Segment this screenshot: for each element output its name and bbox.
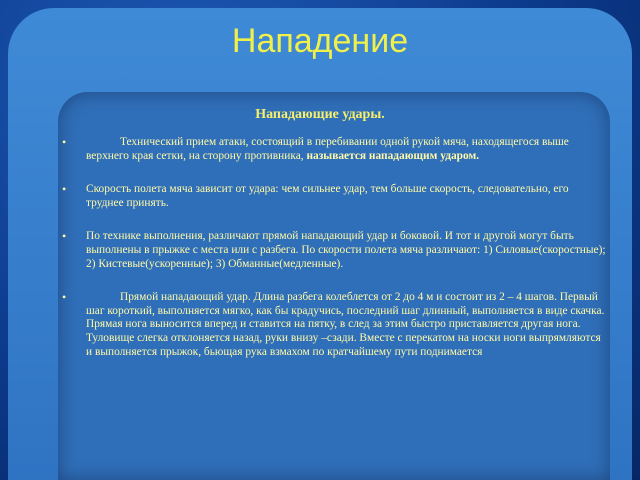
bullet-text: Технический прием атаки, состоящий в перебивании одной рукой мяча, находящегося выше верхнего края сетки, на сторону противника, <box>86 136 569 162</box>
bullet-text: Прямой нападающий удар. Длина разбега колеблется от 2 до 4 м и состоит из 2 – 4 шагов. Первый шаг короткий, выполняется мягко, как бы крадучись, последний шаг длинный, выполняется в виде скачка. Прямая нога выносится вперед и ставится на пятку, в след за этим быстро приставляется другая нога. Туловище слегка отклоняется назад, руки внизу –сзади. Вместе с перекатом на носки ноги выпрямляются и выполняется прыжок, бьющая рука взмахом по кратчайшему пути поднимается <box>86 291 605 358</box>
bullet-item-4 <box>62 290 608 359</box>
bullet-text: Скорость полета мяча зависит от удара: чем сильнее удар, тем больше скорость, следовательно, его труднее принять. <box>86 183 569 209</box>
bullet-dot-icon: • <box>62 182 67 197</box>
bullet-dot-icon: • <box>62 135 67 149</box>
bullet-text: По технике выполнения, различают прямой нападающий удар и боковой. И тот и другой могут быть выполнены в прыжке с места или с разбега. По скорости полета мяча различают: 1) Силовые(скоростные); 2) Кистевые(ускоренные); 3) Обманные(медленные). <box>86 230 606 270</box>
slide-title: Нападение <box>231 22 409 60</box>
bullet-list <box>62 135 608 379</box>
bullet-dot-icon: • <box>62 229 67 244</box>
bullet-item-2 <box>62 182 608 210</box>
bullet-bold-text: называется нападающим ударом. <box>306 149 480 162</box>
bullet-item-1 <box>62 135 608 163</box>
slide-subtitle: Нападающие удары. <box>255 107 385 122</box>
bullet-item-3 <box>62 229 608 271</box>
bullet-dot-icon: • <box>62 290 67 305</box>
